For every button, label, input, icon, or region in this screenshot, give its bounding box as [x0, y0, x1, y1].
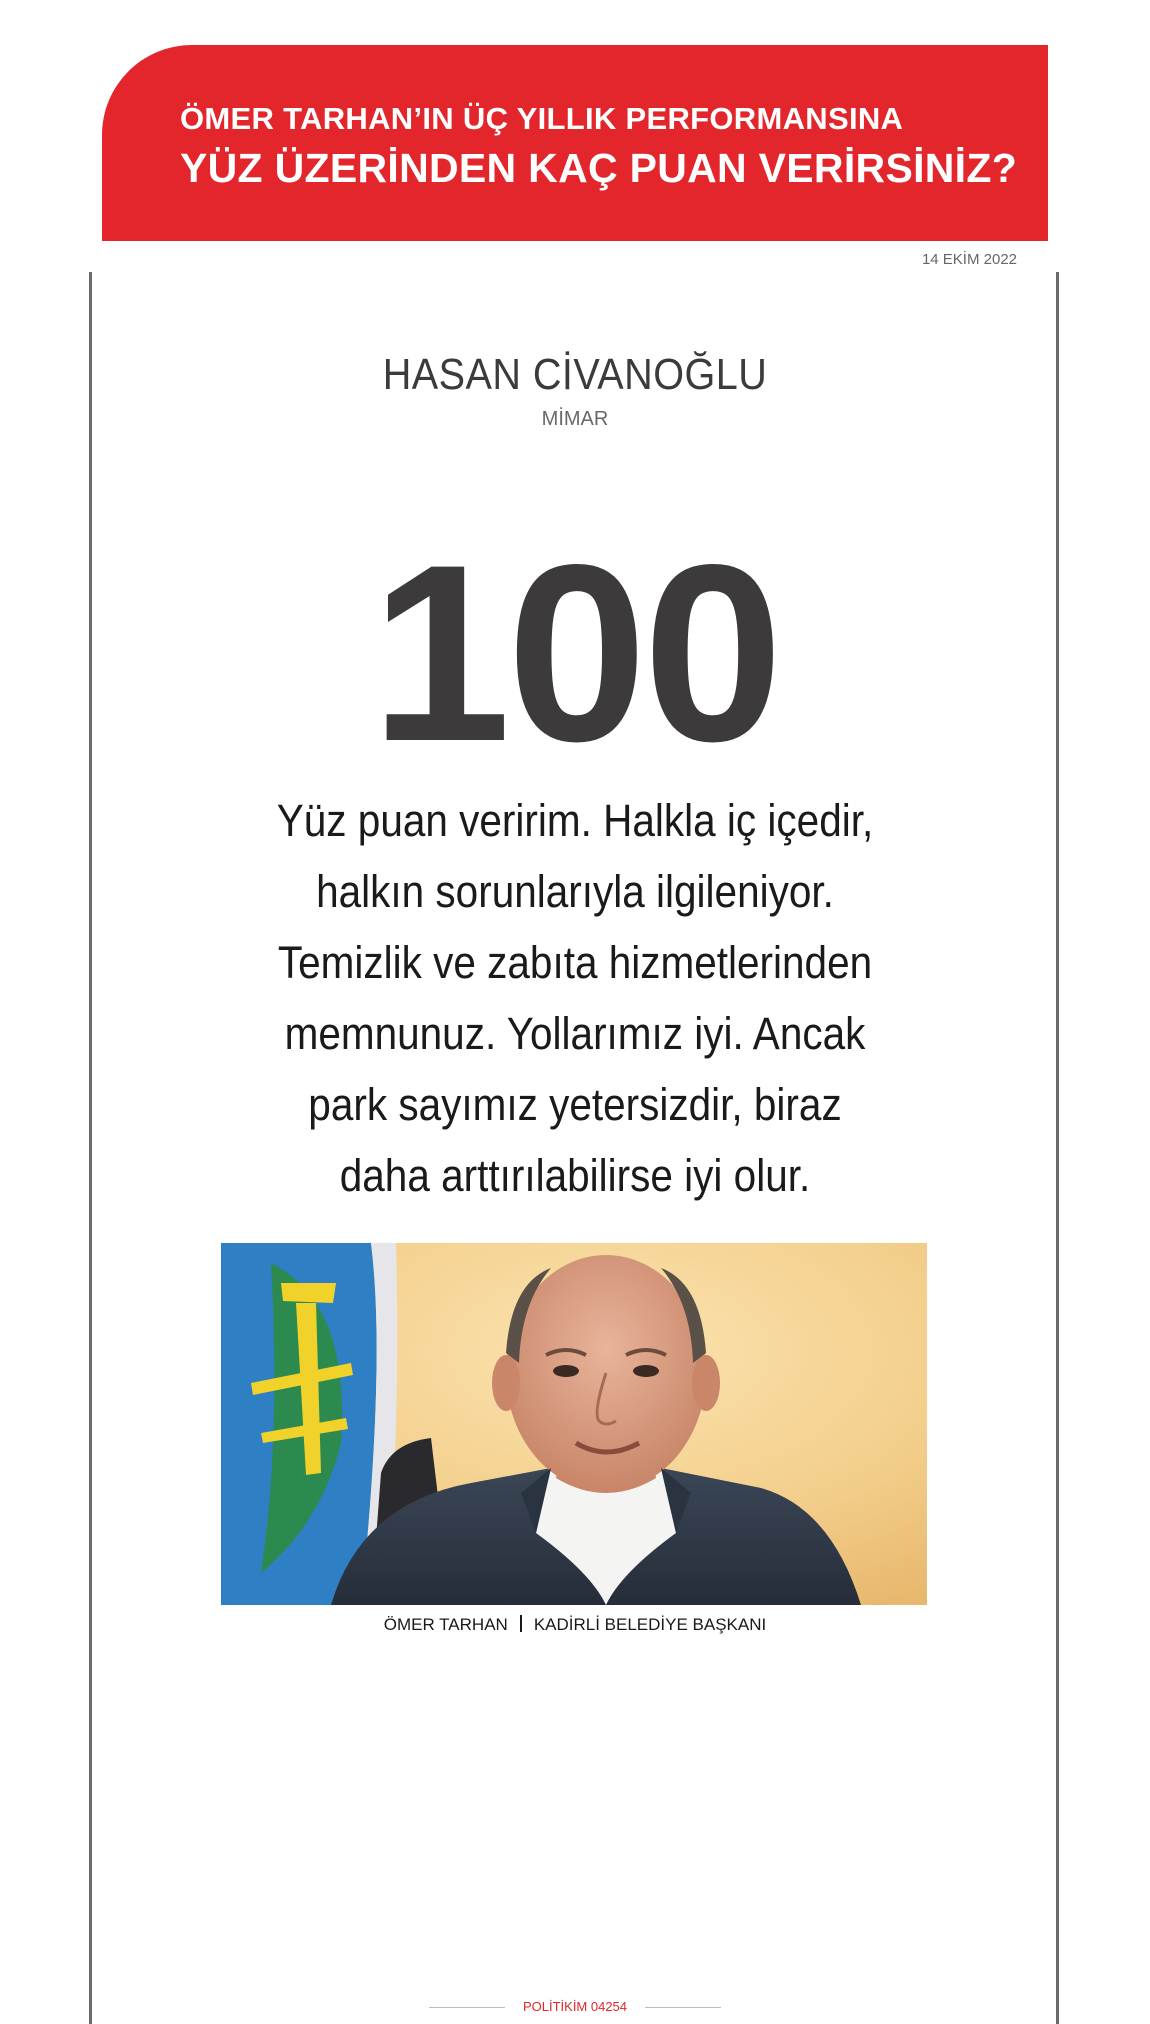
caption-name: ÖMER TARHAN [383, 1615, 508, 1634]
headline-line-1: ÖMER TARHAN’IN ÜÇ YILLIK PERFORMANSINA [180, 101, 904, 136]
author-title: MİMAR [541, 408, 609, 430]
caption-role: KADİRLİ BELEDİYE BAŞKANI [533, 1615, 767, 1634]
footer-rule-right [645, 2007, 721, 2008]
score-value: 100 [370, 513, 780, 794]
headline-line-2: YÜZ ÜZERİNDEN KAÇ PUAN VERİRSİNİZ? [180, 145, 1018, 191]
headline-banner [102, 45, 1048, 241]
photo-caption [0, 1615, 1150, 1635]
portrait-photo-icon [221, 1243, 927, 1605]
quote-text: Yüz puan veririm. Halkla iç içedir, halkın sorunlarıyla ilgileniyor. Temizlik ve zabıta hizmetlerinden memnunuz. Yollarımız iyi. Ancak park sayımız yetersizdir, biraz daha arttırılabilirse iyi olur. [276, 795, 874, 1201]
caption-separator [520, 1615, 522, 1632]
footer-label: POLİTİKİM 04254 [522, 1999, 628, 2014]
footer-rule-left [429, 2007, 505, 2008]
footer [0, 1999, 1150, 2014]
publish-date: 14 EKİM 2022 [921, 251, 1017, 268]
portrait-photo [221, 1243, 927, 1605]
author-name: HASAN CİVANOĞLU [382, 350, 768, 399]
